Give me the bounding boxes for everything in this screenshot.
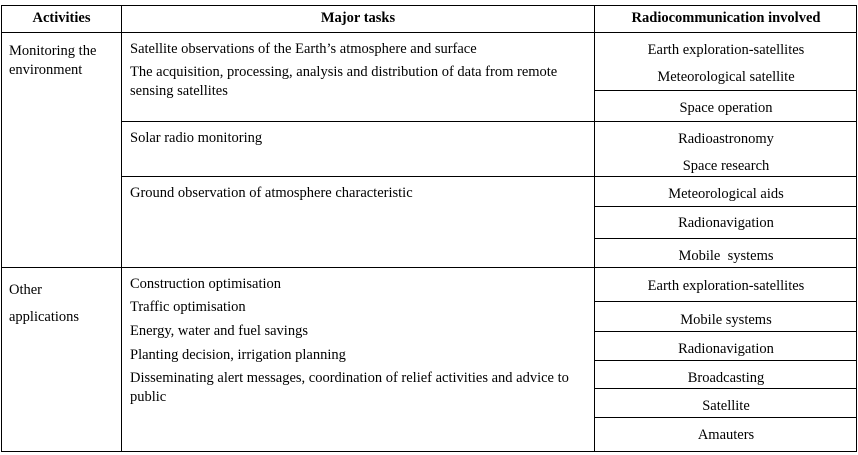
radio-divider <box>594 388 857 389</box>
radio-item: Mobile systems <box>680 312 772 328</box>
task-item: The acquisition, processing, analysis and distribution of data from remote sensing satellites <box>130 64 558 99</box>
group-divider <box>121 121 857 122</box>
table-border-top <box>1 5 857 6</box>
radio-divider <box>594 238 857 239</box>
task-item: Energy, water and fuel savings <box>130 323 308 339</box>
task-item: Traffic optimisation <box>130 299 246 315</box>
radio-divider <box>594 331 857 332</box>
group-divider <box>121 176 857 177</box>
radio-item: Radioastronomy <box>678 131 774 147</box>
radio-item: Space operation <box>679 100 773 116</box>
radio-item: Earth exploration-satellites <box>647 42 805 58</box>
column-divider-1 <box>121 5 122 452</box>
task-item: Solar radio monitoring <box>130 130 263 146</box>
radio-item: Satellite <box>702 398 750 414</box>
radio-divider <box>594 206 857 207</box>
task-item: Disseminating alert messages, coordination of relief activities and advice to public <box>130 370 569 405</box>
section-divider <box>1 267 857 268</box>
task-item: Construction optimisation <box>130 276 282 292</box>
radio-item: Earth exploration-satellites <box>647 278 805 294</box>
radio-item: Mobile systems <box>678 248 774 264</box>
radio-item: Radionavigation <box>678 341 774 357</box>
radio-item: Meteorological satellite <box>657 69 795 85</box>
task-item: Satellite observations of the Earth’s atmosphere and surface <box>130 41 477 57</box>
radio-item: Meteorological aids <box>668 186 784 202</box>
activity-other-applications: Other applications <box>9 282 80 325</box>
radio-item: Space research <box>682 158 770 174</box>
radio-divider <box>594 360 857 361</box>
radio-item: Broadcasting <box>687 370 765 386</box>
table-border-left <box>1 5 2 452</box>
task-item: Ground observation of atmosphere characteristic <box>130 185 413 201</box>
task-item: Planting decision, irrigation planning <box>130 347 346 363</box>
radio-divider <box>594 301 857 302</box>
radio-item: Radionavigation <box>678 215 774 231</box>
radio-item: Amauters <box>697 427 755 443</box>
radio-divider <box>594 417 857 418</box>
header-divider <box>1 32 857 33</box>
header-major-tasks: Major tasks <box>320 10 396 26</box>
header-activities: Activities <box>32 10 91 26</box>
table-border-bottom <box>1 451 857 452</box>
header-radiocommunication: Radiocommunication involved <box>631 10 821 26</box>
radio-divider <box>594 90 857 91</box>
activity-monitoring: Monitoring the environment <box>9 43 97 78</box>
